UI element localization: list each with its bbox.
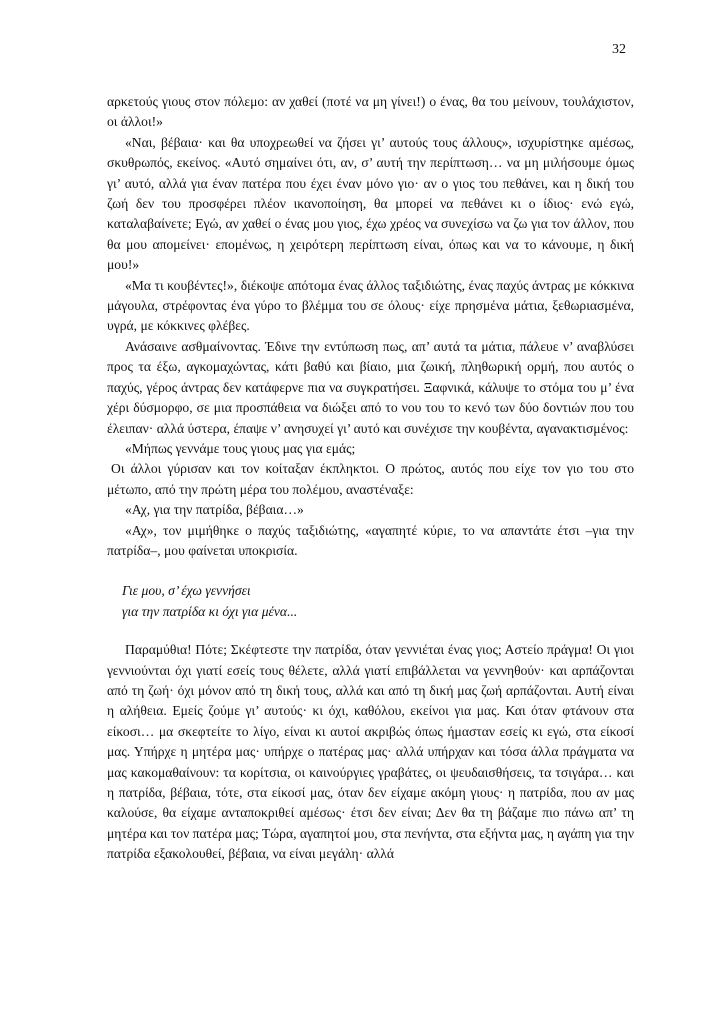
paragraph: Οι άλλοι γύρισαν και τον κοίταξαν έκπληκτοι. Ο πρώτος, αυτός που είχε τον γιο του στο μέτωπο, από την πρώτη μέρα του πολέμου, αναστέναξε: [107,461,634,497]
paragraph: Ανάσαινε ασθμαίνοντας. Έδινε την εντύπωση πως, απ’ αυτά τα μάτια, πάλευε ν’ αναβλύσει προς τα έξω, αγκομαχώντας, κάτι βαθύ και βίαιο, μια ζωική, πληθωρική ορμή, που αυτός ο παχύς, γέρος άντρας δεν κατάφερνε πια να συγκρατήσει. Ξαφνικά, κάλυψε το στόμα του μ’ ένα χέρι δύσμορφο, σε μια προσπάθεια να διώξει από το νου του το κενό των δύο δοντιών που του έλειπαν· αλλά ύστερα, έπαψε ν’ ανησυχεί γι’ αυτό και συνέχισε την κουβέντα, αγανακτισμένος: [107,338,634,436]
poem-quote [122,581,634,622]
paragraph: «Αχ, για την πατρίδα, βέβαια…» [125,502,304,518]
paragraph: «Ναι, βέβαια· και θα υποχρεωθεί να ζήσει γι’ αυτούς τους άλλους», ισχυρίστηκε αμέσως, σκυθρωπός, εκείνος. «Αυτό σημαίνει ότι, αν, σ’ αυτή την περίπτωση… να μη μιλήσουμε όμως γι’ αυτό, αλλά για έναν πατέρα που έχει έναν μόνο γιο· αν ο γιος του πεθάνει, και η δική του ζωή δεν του προσφέρει πλέον ικανοποίηση, θα μπορεί να πεθάνει κι ο ίδιος· ενώ εγώ, καταλαβαίνετε; Εγώ, αν χαθεί ο ένας μου γιος, έχω χρέος να συνεχίσω να ζω για τον άλλον, που θα μου απομείνει· επομένως, η χειρότερη περίπτωση είναι, όπως και να το κάνουμε, η δική μου!» [107,134,634,273]
paragraph: Παραμύθια! Πότε; Σκέφτεστε την πατρίδα, όταν γεννιέται ένας γιος; Αστείο πράγμα! Οι γιοι γεννιούνται όχι γιατί εσείς τους θέλετε, αλλά γιατί επιβάλλεται να γεννηθούν· και αρπάζονται από τη ζωή· όχι μόνον από τη δική τους, αλλά και από τη δική μας ζωή αρπάζονται. Αυτή είναι η αλήθεια. Εμείς ζούμε γι’ αυτούς· κι όχι, καθόλου, εκείνοι για μας. Και όταν φτάνουν στα είκοσι… μα σκεφτείτε το λίγο, είναι κι αυτοί ακριβώς όπως ήμασταν εσείς κι εγώ, στα είκοσί μας. Υπήρχε η μητέρα μας· υπήρχε ο πατέρας μας· αλλά υπήρχαν και τόσα άλλα πράγματα να μας κακομαθαίνουν: τα κορίτσια, οι καινούργιες γραβάτες, οι ψευδαισθήσεις, τα τσιγάρα… και η πατρίδα, βέβαια, τότε, στα είκοσί μας, όταν δεν είχαμε ακόμη γιους· η πατρίδα, που αν μας καλούσε, θα είχαμε ανταποκριθεί αμέσως· έτσι δεν είναι; Δεν θα τη βάζαμε πιο πάνω απ’ τη μητέρα και τον πατέρα μας; Τώρα, αγαπητοί μου, στα πενήντα, στα εξήντα μας, η αγάπη για την πατρίδα εξακολουθεί, βέβαια, να είναι μεγάλη· αλλά [107,642,634,862]
paragraph: «Μα τι κουβέντες!», διέκοψε απότομα ένας άλλος ταξιδιώτης, ένας παχύς άντρας με κόκκινα μάγουλα, στρέφοντας ένα γύρο το βλέμμα του σε όλους· είχε πρησμένα μάτια, ξεθωριασμένα, υγρά, με κόκκινες φλέβες. [107,277,634,334]
paragraphs-after [107,640,634,864]
poem-line: για την πατρίδα κι όχι για μένα... [122,603,298,619]
page-number: 32 [612,42,626,57]
paragraph: «Αχ», τον μιμήθηκε ο παχύς ταξιδιώτης, «αγαπητέ κύριε, το να απαντάτε έτσι –για την πατρίδα–, μου φαίνεται υποκρισία. [107,522,634,558]
poem-line: Γιε μου, σ’ έχω γεννήσει [122,583,251,599]
paragraphs-before [107,92,634,561]
paragraph: αρκετούς γιους στον πόλεμο: αν χαθεί (ποτέ να μη γίνει!) ο ένας, θα του μείνουν, τουλάχιστον, οι άλλοι!» [107,94,634,130]
paragraph: «Μήπως γεννάμε τους γιους μας για εμάς; [125,440,356,456]
body-text [107,92,634,865]
